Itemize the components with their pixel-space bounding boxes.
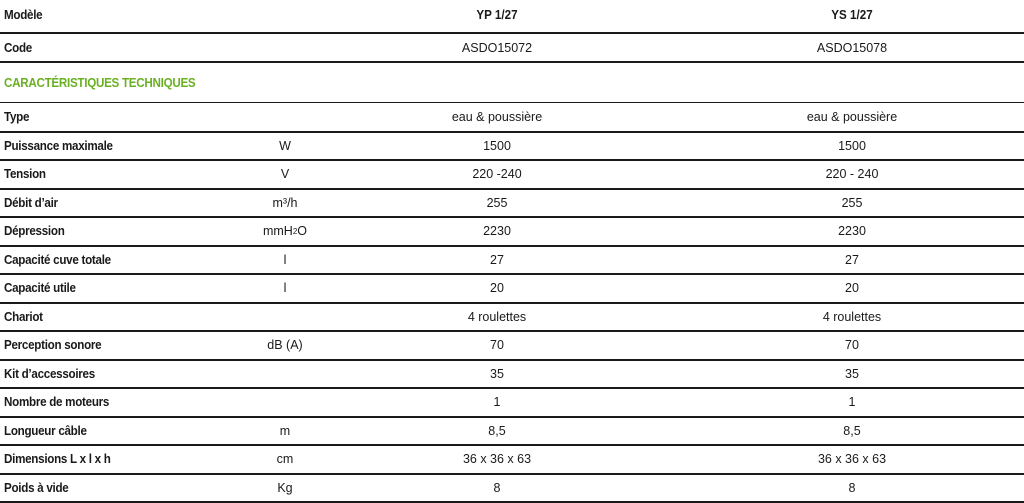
- spec-row: [0, 274, 1024, 302]
- spec-unit: [230, 388, 340, 416]
- spec-row: [0, 417, 1024, 445]
- spec-value-1: eau & poussière: [451, 110, 543, 124]
- spec-label: Débit d’air: [4, 196, 58, 210]
- spec-unit: W: [279, 139, 291, 153]
- unit-subscript: 2: [292, 226, 298, 236]
- spec-unit: V: [280, 167, 290, 181]
- code-row: [0, 34, 1024, 62]
- spec-value-2: 20: [845, 281, 859, 295]
- spec-value-1: 36 x 36 x 63: [462, 452, 532, 466]
- spec-label: Perception sonore: [4, 338, 102, 352]
- section-title: CARACTÉRISTIQUES TECHNIQUES: [4, 76, 196, 90]
- spec-unit: [230, 360, 340, 388]
- spec-value-2: 27: [845, 253, 859, 267]
- spec-value-1: 70: [490, 338, 504, 352]
- spec-value-1: 27: [490, 253, 504, 267]
- spec-label: Nombre de moteurs: [4, 395, 110, 409]
- spec-value-1: 1500: [483, 139, 511, 153]
- spec-row: [0, 331, 1024, 359]
- spec-unit: l: [283, 281, 287, 295]
- spec-value-2: 1500: [838, 139, 866, 153]
- spec-unit: [230, 217, 340, 245]
- spec-label: Poids à vide: [4, 481, 69, 495]
- spec-value-2: 36 x 36 x 63: [817, 452, 887, 466]
- spec-value-2: 35: [845, 367, 859, 381]
- model-2: YS 1/27: [831, 8, 873, 22]
- spec-label: Longueur câble: [4, 424, 87, 438]
- spec-row: [0, 246, 1024, 274]
- spec-unit: m: [279, 424, 291, 438]
- spec-unit: l: [283, 253, 287, 267]
- spec-unit: dB (A): [267, 338, 303, 352]
- spec-value-1: 8,5: [488, 424, 506, 438]
- spec-label: Capacité utile: [4, 281, 76, 295]
- spec-row: [0, 388, 1024, 416]
- spec-value-1: 220 -240: [472, 167, 522, 181]
- spec-value-2: 8,5: [843, 424, 861, 438]
- spec-row: [0, 189, 1024, 217]
- spec-row: [0, 360, 1024, 388]
- spec-value-2: 4 roulettes: [822, 310, 882, 324]
- spec-label: Kit d’accessoires: [4, 367, 95, 381]
- spec-unit: m³/h: [272, 196, 298, 210]
- spec-row: [0, 103, 1024, 131]
- spec-label: Dimensions L x l x h: [4, 452, 111, 466]
- spec-value-1: 255: [486, 196, 508, 210]
- spec-row: [0, 474, 1024, 502]
- spec-label: Tension: [4, 167, 46, 181]
- spec-label: Chariot: [4, 310, 43, 324]
- spec-value-1: 8: [493, 481, 501, 495]
- spec-value-1: 1: [493, 395, 501, 409]
- spec-value-1: 4 roulettes: [467, 310, 527, 324]
- model-row: [0, 1, 1024, 29]
- spec-row: [0, 303, 1024, 331]
- code-label: Code: [4, 41, 32, 55]
- spec-label: Dépression: [4, 224, 65, 238]
- code-1: ASDO15072: [461, 41, 533, 55]
- rule-code: [0, 61, 1024, 63]
- spec-label: Capacité cuve totale: [4, 253, 111, 267]
- spec-value-2: 70: [845, 338, 859, 352]
- spec-value-2: 220 - 240: [825, 167, 879, 181]
- spec-unit: cm: [276, 452, 294, 466]
- spec-value-1: 35: [490, 367, 504, 381]
- spec-value-1: 20: [490, 281, 504, 295]
- spec-unit: Kg: [277, 481, 293, 495]
- spec-unit: [230, 103, 340, 131]
- model-1: YP 1/27: [476, 8, 518, 22]
- spec-value-2: 255: [841, 196, 863, 210]
- model-label: Modèle: [4, 8, 43, 22]
- spec-row: [0, 445, 1024, 473]
- spec-value-2: 1: [848, 395, 856, 409]
- spec-label: Puissance maximale: [4, 139, 113, 153]
- spec-value-1: 2230: [483, 224, 511, 238]
- unit-main: mmH: [262, 224, 293, 238]
- spec-row: [0, 132, 1024, 160]
- spec-label: Type: [4, 110, 30, 124]
- code-2: ASDO15078: [816, 41, 888, 55]
- spec-row: [0, 160, 1024, 188]
- spec-value-2: 2230: [838, 224, 866, 238]
- spec-row: [0, 217, 1024, 245]
- spec-unit: [230, 303, 340, 331]
- spec-value-2: 8: [848, 481, 856, 495]
- unit-tail: O: [297, 224, 308, 238]
- spec-value-2: eau & poussière: [806, 110, 898, 124]
